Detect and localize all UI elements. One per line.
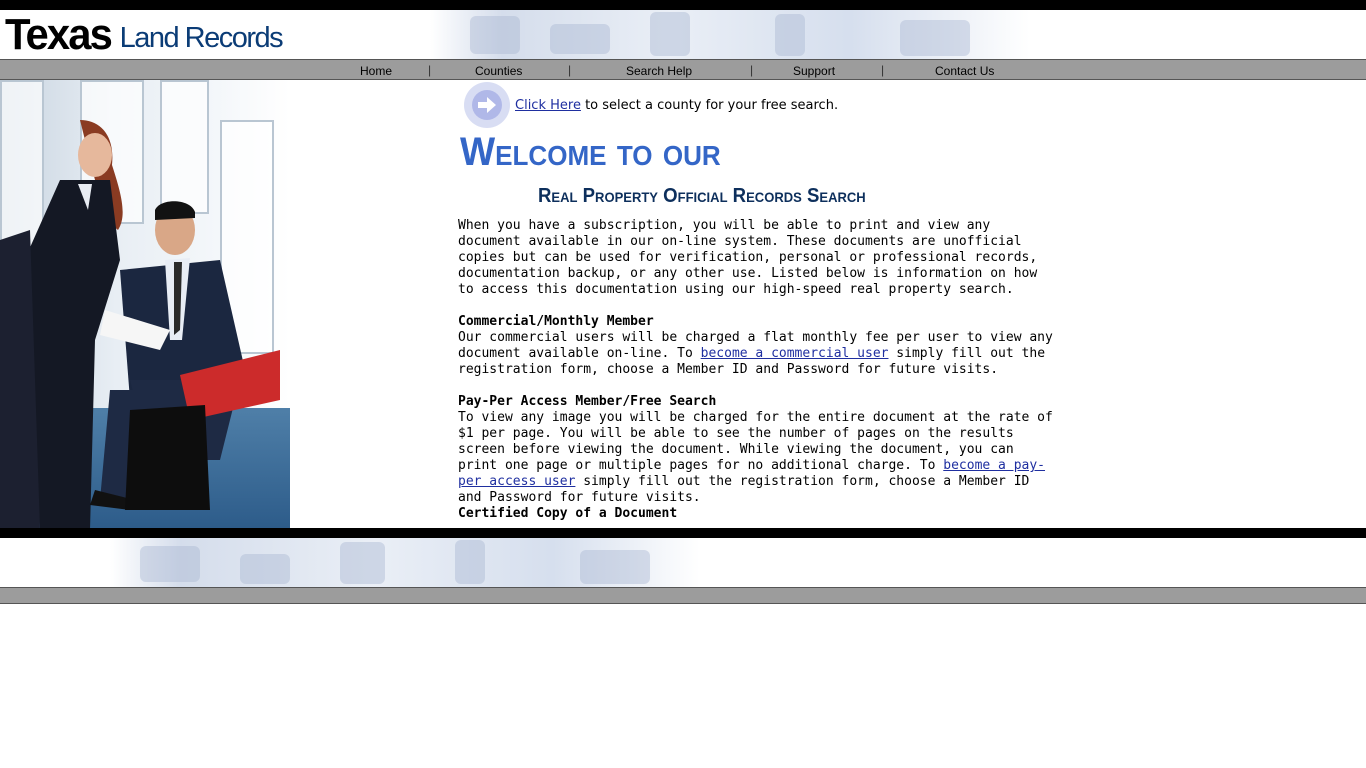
- pay-per-access-text: To view any image you will be charged for the entire document at the rate of $1 per page. You will be able to see the number of pages on the results screen before viewing the document. While viewing the document, you can print one page or multiple pages for no additional charge. To: [458, 410, 1053, 473]
- pay-per-access-heading: Pay-Per Access Member/Free Search: [458, 394, 717, 409]
- bottom-black-bar: [0, 528, 1366, 538]
- nav-separator: |: [568, 63, 572, 77]
- nav-home-link[interactable]: Home: [360, 64, 393, 78]
- footer-banner: [0, 538, 1366, 587]
- welcome-subtitle: Real Property Official Records Search: [538, 185, 866, 207]
- header-banner-image: [430, 10, 1030, 59]
- site-logo[interactable]: [5, 10, 283, 59]
- nav-support-link[interactable]: Support: [793, 64, 836, 78]
- nav-search-help-link[interactable]: Search Help: [626, 64, 693, 78]
- certified-copy-heading: Certified Copy of a Document: [458, 506, 678, 521]
- click-here-link[interactable]: Click Here: [515, 98, 581, 113]
- business-people-photo: [0, 80, 290, 528]
- main-navigation: [0, 59, 1366, 80]
- man-figure: [70, 200, 280, 528]
- main-content: [458, 80, 1058, 528]
- welcome-heading: [458, 130, 1058, 214]
- nav-separator: |: [881, 63, 885, 77]
- pay-per-access-section: [458, 394, 1058, 506]
- intro-paragraph: When you have a subscription, you will be able to print and view any document available in our on-line system. These documents are unofficial copies but can be used for verification, personal or professional records, documentation backup, or any other use. Listed below is information on how to access this documentation using our high-speed real property search.: [458, 218, 1038, 297]
- nav-contact-us-link[interactable]: Contact Us: [935, 64, 995, 78]
- county-prompt-text: to select a county for your free search.: [580, 98, 839, 113]
- commercial-heading: Commercial/Monthly Member: [458, 314, 654, 329]
- top-black-bar: [0, 0, 1366, 10]
- certified-copy-section: [458, 506, 1058, 522]
- commercial-section: [458, 314, 1058, 378]
- site-header: [0, 10, 1366, 59]
- arrow-circle-icon[interactable]: [464, 82, 510, 128]
- nav-counties-link[interactable]: Counties: [475, 64, 523, 78]
- nav-separator: |: [750, 63, 754, 77]
- logo-texas-text: Texas: [5, 10, 111, 59]
- footer-banner-image: [110, 538, 700, 587]
- become-pay-per-access-user-link[interactable]: become a pay-per access user: [458, 458, 1046, 489]
- county-select-prompt: [515, 98, 838, 114]
- welcome-title: Welcome to our: [460, 130, 721, 174]
- commercial-text-after: simply fill out the registration form, choose a Member ID and Password for future visits.: [458, 346, 1046, 377]
- become-commercial-user-link[interactable]: become a commercial user: [700, 346, 889, 361]
- footer-bar: [0, 587, 1366, 604]
- nav-separator: |: [428, 63, 432, 77]
- commercial-text: Our commercial users will be charged a flat monthly fee per user to view any document available on-line. To: [458, 330, 1053, 361]
- logo-land-records-text: Land Records: [119, 22, 283, 54]
- pay-per-access-text-after: simply fill out the registration form, choose a Member ID and Password for future visits.: [458, 474, 1030, 505]
